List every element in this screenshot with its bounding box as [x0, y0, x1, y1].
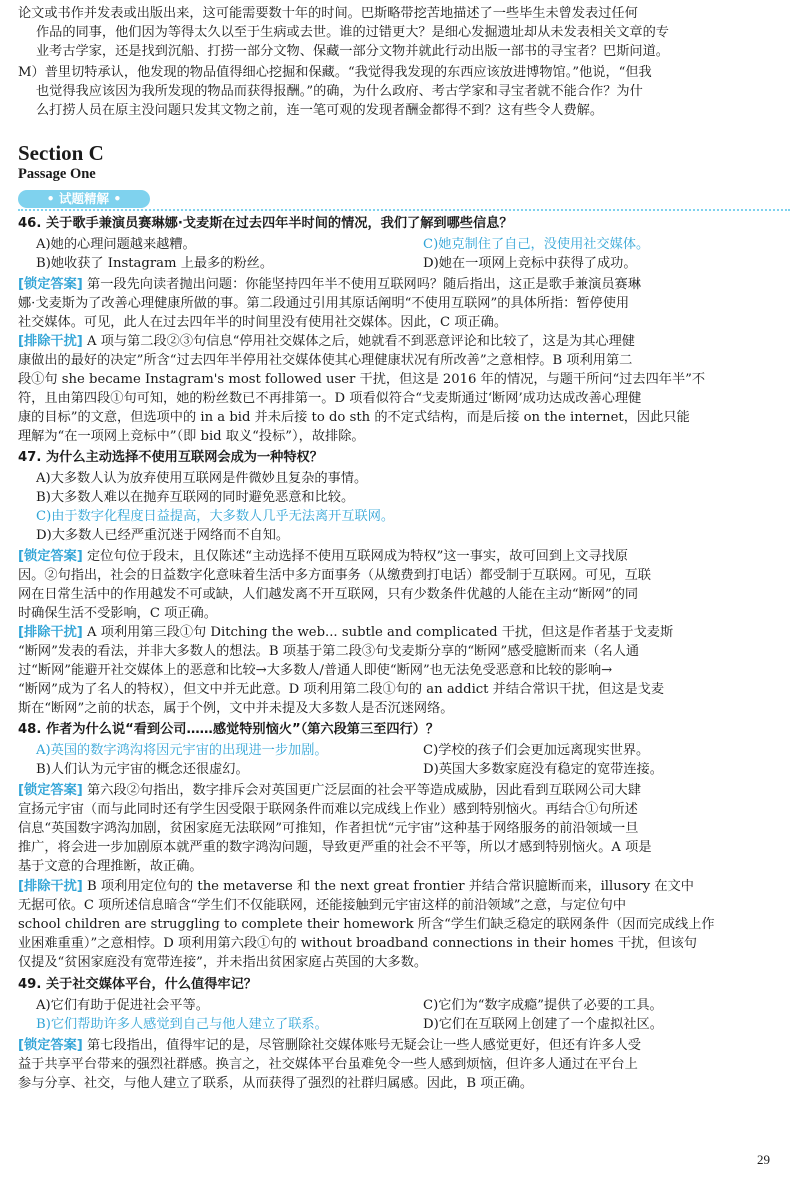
option: A)她的心理问题越来越糟。 — [36, 237, 196, 252]
analysis-line: 时确保生活不受影响，C 项正确。 — [18, 606, 217, 621]
option-correct: B)它们帮助许多人感觉到自己与他人建立了联系。 — [36, 1017, 328, 1032]
section-banner: • 试题精解 • — [18, 190, 150, 208]
question-title: 48. 作者为什么说“看到公司……感觉特别恼火”（第六段第三至四行）？ — [18, 722, 440, 737]
analysis-tag: [锁定答案] — [18, 1038, 83, 1053]
analysis-line: 网在日常生活中的作用越发不可或缺，人们越发离不开互联网，只有少数条件优越的人能在主动“断网”的同 — [18, 587, 639, 602]
analysis-line: [排除干扰] B 项利用定位句的 the metaverse 和 the next great frontier 并结合常识臆断而来，illusory 在文中 — [18, 879, 694, 894]
analysis-tag: [排除干扰] — [18, 879, 83, 894]
analysis-line: 理解为“在一项网上竞标中”（即 bid 取义“投标”），故排除。 — [18, 429, 365, 444]
option-correct: A)英国的数字鸿沟将因元宇宙的出现进一步加剧。 — [36, 743, 328, 758]
paragraph-line: 么打捞人员在原主没问题只发其文物之前，连一笔可观的发现者酬金都得不到？这有些令人费解。 — [36, 103, 604, 118]
analysis-line: [锁定答案] 第一段先向读者抛出问题：你能坚持四年半不使用互联网吗？随后指出，这正是歌手兼演员赛琳 — [18, 277, 641, 292]
analysis-line: “断网”成为了名人的特权），但文中并无此意。D 项利用第二段①句的 an addict 并结合常识干扰，但这是戈麦 — [18, 682, 665, 697]
analysis-line: [排除干扰] A 项与第二段②③句信息“停用社交媒体之后，她就看不到恶意评论和比较了，这是为其心理健 — [18, 334, 635, 349]
analysis-line: 宣扬元宇宙（而与此同时还有学生因受限于联网条件而难以完成线上作业）感到特别恼火。再结合①句所述 — [18, 802, 638, 817]
option-correct: C)她克制住了自己，没使用社交媒体。 — [423, 237, 650, 252]
option: D)大多数人已经严重沉迷于网络而不自知。 — [36, 528, 290, 543]
section-title: Section C — [18, 141, 104, 165]
analysis-tag: [锁定答案] — [18, 783, 83, 798]
analysis-line: 斯在“断网”之前的状态，属于个例，文中并未提及大多数人是否沉迷网络。 — [18, 701, 454, 716]
analysis-line: 康做出的最好的决定”所含“过去四年半停用社交媒体使其心理健康状况有所改善”之意相悖。B 项利用第二 — [18, 353, 633, 368]
analysis-tag: [锁定答案] — [18, 277, 83, 292]
option: A)大多数人认为放弃使用互联网是件微妙且复杂的事情。 — [36, 471, 368, 486]
option: A)它们有助于促进社会平等。 — [36, 998, 209, 1013]
analysis-tag: [排除干扰] — [18, 625, 83, 640]
analysis-line: [锁定答案] 定位句位于段末，且仅陈述“主动选择不使用互联网成为特权”这一事实，故可回到上文寻找原 — [18, 549, 628, 564]
option: D)英国大多数家庭没有稳定的宽带连接。 — [423, 762, 663, 777]
analysis-line: 康的目标”的文意，但选项中的 in a bid 并未后接 to do sth 的不定式结构，而是后接 on the internet，因此只能 — [18, 410, 690, 425]
analysis-line: “断网”发表的看法，并非大多数人的想法。B 项基于第二段③句戈麦斯分享的“断网”感受臆断而来（名人通 — [18, 644, 640, 659]
analysis-line: 符，且由第四段①句可知，她的粉丝数已不再排第一。D 项看似符合“戈麦斯通过‘断网’成功达成改善心理健 — [18, 391, 642, 406]
option: D)她在一项网上竞标中获得了成功。 — [423, 256, 637, 271]
paragraph-line: M）普里切特承认，他发现的物品值得细心挖掘和保藏。“我觉得我发现的东西应该放进博物馆。”他说，“但我 — [18, 65, 652, 80]
analysis-line: 推广，将会进一步加剧原本就严重的数字鸿沟问题，导致更严重的社会不平等，所以才感到特别恼火。A 项是 — [18, 840, 652, 855]
option: B)人们认为元宇宙的概念还很虚幻。 — [36, 762, 249, 777]
analysis-line: 仅提及“贫困家庭没有宽带连接”，并未指出贫困家庭占英国的大多数。 — [18, 955, 428, 970]
analysis-line: 因。②句指出，社会的日益数字化意味着生活中多方面事务（从缴费到打电话）都受制于互联网。可见，互联 — [18, 568, 651, 583]
question-title: 49. 关于社交媒体平台，什么值得牢记？ — [18, 977, 257, 992]
analysis-line: 业困难重重）”之意相悖。D 项利用第六段①句的 without broadband connections in their homes 干扰，但该句 — [18, 936, 697, 951]
analysis-line: 参与分享、社交，与他人建立了联系，从而获得了强烈的社群归属感。因此，B 项正确。 — [18, 1076, 534, 1091]
page-number: 29 — [757, 1152, 770, 1167]
option: B)她收获了 Instagram 上最多的粉丝。 — [36, 256, 274, 271]
paragraph-line: 论文或书作并发表或出版出来，这可能需要数十年的时间。巴斯略带挖苦地描述了一些毕生未曾发表过任何 — [18, 6, 638, 21]
option: B)大多数人难以在抛弃互联网的同时避免恶意和比较。 — [36, 490, 355, 505]
analysis-line: [排除干扰] A 项利用第三段①句 Ditching the web... subtle and complicated 干扰，但这是作者基于戈麦斯 — [18, 625, 674, 640]
analysis-line: 社交媒体。可见，此人在过去四年半的时间里没有使用社交媒体。因此，C 项正确。 — [18, 315, 508, 330]
analysis-line: 基于文意的合理推断，故正确。 — [18, 859, 203, 874]
option: D)它们在互联网上创建了一个虚拟社区。 — [423, 1017, 663, 1032]
analysis-line: 无据可依。C 项所述信息暗含“学生们不仅能联网，还能接触到元宇宙这样的前沿领域”之意，与定位句中 — [18, 898, 627, 913]
paragraph-line: 也觉得我应该因为我所发现的物品而获得报酬。”的确，为什么政府、考古学家和寻宝者就不能合作？为什 — [36, 84, 643, 99]
analysis-tag: [锁定答案] — [18, 549, 83, 564]
analysis-line: 段①句 she became Instagram's most followed user 干扰，但这是 2016 年的情况，与题干所问“过去四年半”不 — [18, 372, 706, 387]
analysis-line: school children are struggling to complete their homework 所含“学生们缺乏稳定的联网条件（因而完成线上作 — [18, 917, 715, 932]
question-title: 47. 为什么主动选择不使用互联网会成为一种特权？ — [18, 450, 323, 465]
paragraph-line: 业考古学家，还是找到沉船、打捞一部分文物、保藏一部分文物并就此行动出版一部书的寻宝者？巴斯问道。 — [36, 44, 669, 59]
option-correct: C)由于数字化程度日益提高，大多数人几乎无法离开互联网。 — [36, 509, 395, 524]
analysis-line: [锁定答案] 第七段指出，值得牢记的是，尽管删除社交媒体账号无疑会让一些人感觉更好，但还有许多人受 — [18, 1038, 641, 1053]
passage-title: Passage One — [18, 166, 96, 182]
analysis-line: [锁定答案] 第六段②句指出，数字排斥会对英国更广泛层面的社会平等造成威胁，因此看到互联网公司大肆 — [18, 783, 641, 798]
analysis-line: 信息“英国数字鸿沟加剧，贫困家庭无法联网”可推知，作者担忧“元宇宙”这种基于网络服务的前沿领域一旦 — [18, 821, 639, 836]
question-title: 46. 关于歌手兼演员赛琳娜·戈麦斯在过去四年半时间的情况，我们了解到哪些信息？ — [18, 216, 513, 231]
dotted-divider — [18, 209, 790, 211]
analysis-line: 益于共享平台带来的强烈社群感。换言之，社交媒体平台虽难免令一些人感到烦恼，但许多人通过在平台上 — [18, 1057, 638, 1072]
analysis-line: 过“断网”能避开社交媒体上的恶意和比较→大多数人/普通人即使“断网”也无法免受恶意和比较的影响→ — [18, 663, 613, 678]
option: C)它们为“数字成瘾”提供了必要的工具。 — [423, 998, 663, 1013]
paragraph-line: 作品的同事，他们因为等得太久以至于生病或去世。谁的过错更大？是细心发掘遗址却从未发表相关文章的专 — [36, 25, 669, 40]
option: C)学校的孩子们会更加远离现实世界。 — [423, 743, 650, 758]
analysis-tag: [排除干扰] — [18, 334, 83, 349]
analysis-line: 娜·戈麦斯为了改善心理健康所做的事。第二段通过引用其原话阐明“不使用互联网”的具体所指：暂停使用 — [18, 296, 630, 311]
